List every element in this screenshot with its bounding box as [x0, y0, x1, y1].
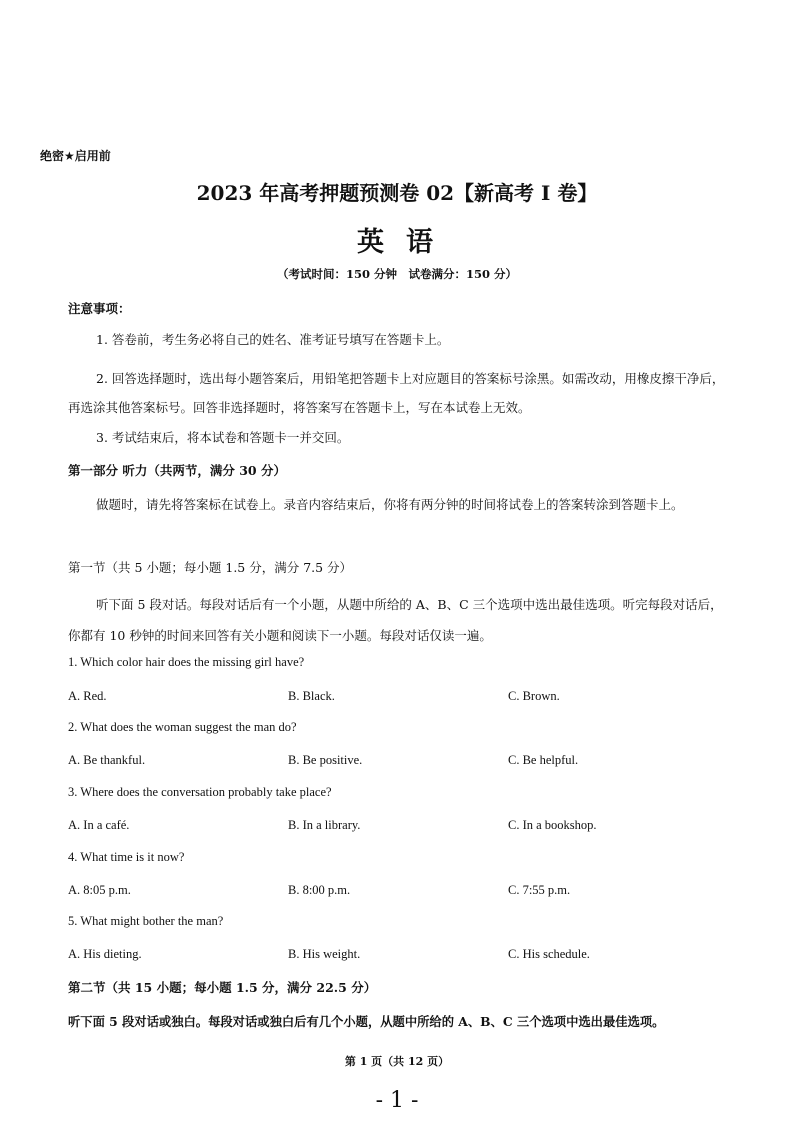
- question-3-option-a: A. In a café.: [68, 818, 130, 832]
- part1-instruction: 做题时，请先将答案标在试卷上。录音内容结束后，你将有两分钟的时间将试卷上的答案转涂到答题卡上。: [96, 497, 684, 512]
- confidential-mark: 绝密★启用前: [40, 149, 111, 163]
- question-4-option-b: B. 8:00 p.m.: [288, 883, 351, 897]
- part1-heading: 第一部分 听力（共两节，满分 30 分）: [68, 463, 286, 478]
- question-1-stem: 1. Which color hair does the missing girl have?: [68, 655, 305, 669]
- question-2-option-c: C. Be helpful.: [508, 753, 579, 767]
- page-info: 第 1 页（共 12 页）: [344, 1055, 450, 1068]
- question-3-stem: 3. Where does the conversation probably take place?: [68, 785, 332, 799]
- question-3-option-b: B. In a library.: [288, 818, 361, 832]
- section1-instruction: 听下面 5 段对话。每段对话后有一个小题，从题中所给的 A、B、C 三个选项中选出最佳选项。听完每段对话后，你都有 10 秒钟的时间来回答有关小题和阅读下一小题。每段对话仅读一遍。: [68, 597, 723, 643]
- page-number: - 1 -: [375, 1088, 419, 1113]
- exam-title: 2023 年高考押题预测卷 02【新高考 I 卷】: [196, 181, 598, 205]
- section2-instruction: 听下面 5 段对话或独白。每段对话或独白后有几个小题，从题中所给的 A、B、C 三个选项中选出最佳选项。: [68, 1014, 665, 1029]
- question-1-option-b: B. Black.: [288, 689, 335, 703]
- question-1-option-a: A. Red.: [68, 689, 107, 703]
- note-item-2: 2. 回答选择题时，选出每小题答案后，用铅笔把答题卡上对应题目的答案标号涂黑。如需改动，用橡皮擦干净后，再选涂其他答案标号。回答非选择题时，将答案写在答题卡上，写在本试卷上无效。: [68, 371, 725, 415]
- question-4-stem: 4. What time is it now?: [68, 850, 185, 864]
- subject-title: 英语: [357, 227, 455, 258]
- question-5-option-a: A. His dieting.: [68, 947, 142, 961]
- question-5-option-b: B. His weight.: [288, 947, 361, 961]
- section2-heading: 第二节（共 15 小题；每小题 1.5 分，满分 22.5 分）: [68, 980, 377, 995]
- question-1-option-c: C. Brown.: [508, 689, 560, 703]
- notes-heading: 注意事项：: [68, 301, 131, 316]
- exam-time-info: （考试时间：150 分钟 试卷满分：150 分）: [276, 267, 517, 281]
- note-item-1: 1. 答卷前，考生务必将自己的姓名、准考证号填写在答题卡上。: [96, 332, 450, 347]
- question-5-stem: 5. What might bother the man?: [68, 914, 224, 928]
- question-2-option-b: B. Be positive.: [288, 753, 363, 767]
- question-5-option-c: C. His schedule.: [508, 947, 590, 961]
- question-2-stem: 2. What does the woman suggest the man do?: [68, 720, 297, 734]
- section1-heading: 第一节（共 5 小题；每小题 1.5 分，满分 7.5 分）: [68, 560, 353, 575]
- question-3-option-c: C. In a bookshop.: [508, 818, 597, 832]
- question-4-option-a: A. 8:05 p.m.: [68, 883, 131, 897]
- question-4-option-c: C. 7:55 p.m.: [508, 883, 571, 897]
- note-item-3: 3. 考试结束后，将本试卷和答题卡一并交回。: [96, 430, 350, 445]
- question-2-option-a: A. Be thankful.: [68, 753, 146, 767]
